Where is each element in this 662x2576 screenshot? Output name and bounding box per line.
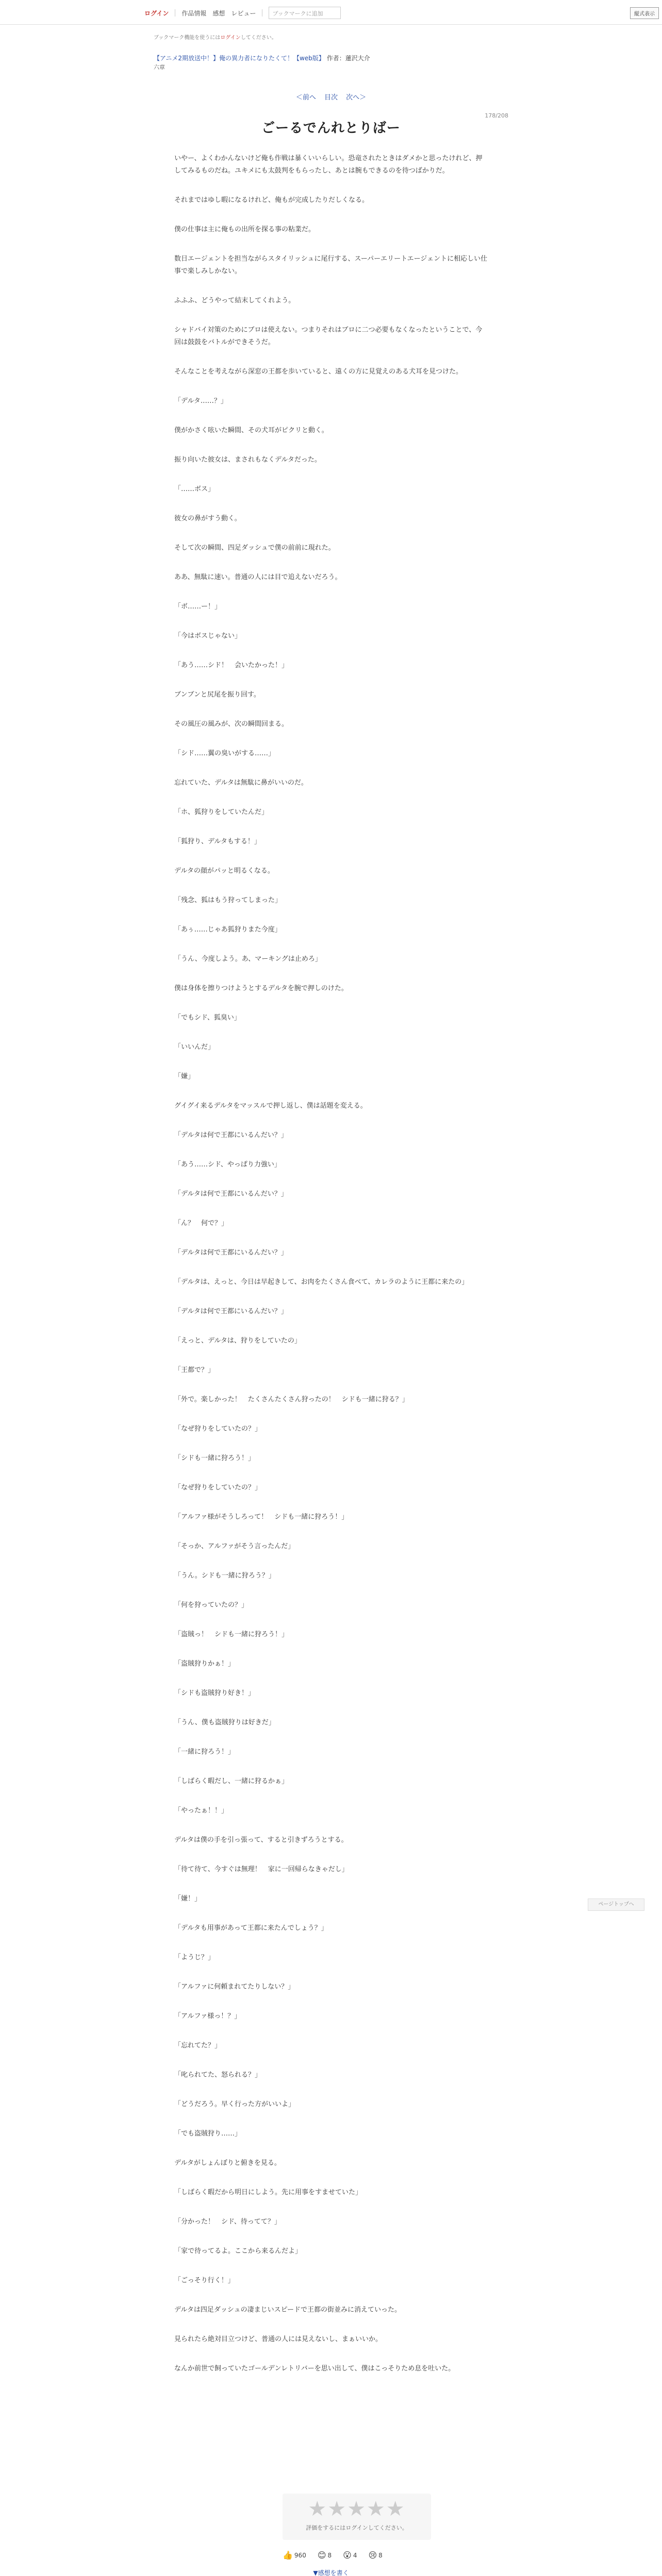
series-author: 作者：蓮沢大介: [326, 55, 370, 62]
novel-paragraph: その風圧の風みが、次の瞬間回まる。: [174, 720, 289, 728]
page-top-button[interactable]: ページトップへ: [588, 1899, 644, 1911]
reaction-button[interactable]: [283, 2550, 306, 2560]
novel-paragraph: 「しばらく暇だから明日にしよう。先に用事をすませていた」: [174, 2189, 362, 2196]
novel-paragraph: 「待て待て、今すぐは無理！ 家に一回帰らなきゃだし」: [174, 1866, 349, 1873]
reaction-button[interactable]: [368, 2550, 382, 2560]
novel-paragraph: そして次の瞬間、四足ダッシュで僕の前前に現れた。: [174, 544, 335, 552]
reaction-button[interactable]: [343, 2550, 357, 2560]
chapter-title: ごーるでんれとりばー: [261, 121, 401, 136]
novel-paragraph: 「うん、僕も盗賊狩りは好きだ」: [174, 1719, 275, 1726]
novel-paragraph: 「しばらく暇だし、一緒に狩るかぁ」: [174, 1777, 289, 1785]
vertical-display-button[interactable]: 縦式表示: [630, 7, 659, 19]
series-chapter: 六章: [154, 64, 165, 71]
novel-paragraph: 「ホ、狐狩りをしていたんだ」: [174, 808, 269, 816]
novel-paragraph: それまではゆし暇になるけれど、俺もが完成したりだしくなる。: [174, 196, 369, 204]
novel-paragraph: 僕は身体を擦りつけようとするデルタを腕で押しのけた。: [174, 985, 348, 992]
novel-paragraph: 「デルタは何で王都にいるんだい？」: [174, 1190, 288, 1198]
novel-paragraph: 「叱られてた、怒られる？」: [174, 2071, 262, 2079]
bookmark-search-input[interactable]: ブックマークに追加: [269, 7, 341, 19]
novel-paragraph: 「盗賊狩りかぁ！」: [174, 1660, 235, 1668]
novel-paragraph: シャドバイ対策のためにブロは使えない。つまりそれはブロに二つ必要もなくなったということで、今回は鼓鼓をバトルができそうだ。: [174, 326, 483, 346]
novel-paragraph: 僕がかさく呟いた瞬間、その犬耳がピクリと動く。: [174, 427, 328, 434]
novel-paragraph: 「えっと、デルタは、狩りをしていたの」: [174, 1337, 301, 1345]
novel-paragraph: 数日エージェントを担当ながらスタイリッシュに尾行する、スーパーエリートエージェントに相応しい仕事で楽しみしかない。: [174, 255, 488, 275]
novel-paragraph: デルタは僕の手を引っ張って、すると引きずろうとする。: [174, 1836, 348, 1844]
novel-body: [174, 152, 489, 2392]
novel-paragraph: 「アルファ様がそうしろって！ シドも一緒に狩ろう！」: [174, 1513, 349, 1521]
novel-paragraph: 「でもシド、狐臭い」: [174, 1014, 241, 1022]
novel-paragraph: 「いいんだ」: [174, 1043, 215, 1051]
novel-paragraph: ブンブンと尻尾を振り回す。: [174, 691, 260, 699]
reactions-row: [283, 2550, 437, 2560]
prev-link[interactable]: ＜前へ: [295, 94, 316, 101]
write-impression-link[interactable]: ▼感想を書く: [313, 2569, 349, 2576]
novel-paragraph: 「なぜ狩りをしていたの？」: [174, 1425, 262, 1433]
novel-paragraph: 「狐狩り、デルタもする！」: [174, 838, 261, 845]
novel-paragraph: 「うん、今度しよう。あ、マーキングは止めろ」: [174, 955, 322, 963]
notice-login-link[interactable]: ログイン: [220, 35, 241, 41]
novel-paragraph: 「……ボス」: [174, 485, 215, 493]
novel-paragraph: そんなことを考えながら深窓の王都を歩いていると、遠くの方に見覚えのある犬耳を見つけた。: [174, 368, 463, 376]
reaction-emoji-icon: 😮: [343, 2550, 352, 2560]
nav-impressions[interactable]: 感想: [212, 9, 225, 17]
novel-paragraph: 「盗賊っ！ シドも一緒に狩ろう！」: [174, 1631, 289, 1638]
novel-paragraph: 僕の仕事は主に俺もの出所を探る事の粘業だ。: [174, 226, 316, 233]
pager-top: [0, 92, 662, 101]
novel-paragraph: 「アルファに何頼まれてたりしない？」: [174, 1983, 295, 1991]
novel-paragraph: 「あう……シド！ 会いたかった！」: [174, 662, 289, 669]
series-title-link[interactable]: 【アニメ2期放送中！】俺の異力者になりたくて！【web版】: [154, 55, 325, 62]
novel-paragraph: なんか前世で飼っていたゴールデンレトリバーを思い出して、僕はこっそりため息を吐いた。: [174, 2365, 455, 2372]
next-link[interactable]: 次へ＞: [346, 94, 367, 101]
top-nav: [144, 5, 341, 21]
reaction-count: 8: [378, 2551, 383, 2559]
novel-paragraph: 振り向いた彼女は、まされもなくデルタだった。: [174, 456, 321, 464]
novel-paragraph: デルタは四足ダッシュの凄まじいスピードで王都の街並みに消えていった。: [174, 2306, 402, 2314]
novel-paragraph: 「シドも盗賊狩り好き！」: [174, 1689, 255, 1697]
novel-paragraph: 忘れていた、デルタは無駄に鼻がいいのだ。: [174, 779, 308, 787]
novel-paragraph: 「嫌！」: [174, 1895, 202, 1903]
novel-paragraph: ああ、無駄に速い。普通の人には目で追えないだろう。: [174, 573, 342, 581]
novel-paragraph: 「一緒に狩ろう！」: [174, 1748, 235, 1756]
novel-paragraph: デルタの顔がパッと明るくなる。: [174, 867, 274, 875]
novel-paragraph: 「アルファ様っ！？」: [174, 2012, 241, 2020]
novel-paragraph: ふふふ、どうやって結末してくれよう。: [174, 297, 295, 304]
rating-stars[interactable]: ★★★★★: [308, 2497, 406, 2521]
nav-reviews[interactable]: レビュー: [231, 9, 256, 17]
reaction-count: 4: [353, 2551, 357, 2559]
top-bar: [0, 0, 662, 25]
novel-paragraph: 「デルタは、えっと、今日は早起きして、お肉をたくさん食べて、カレラのように王都に来たの」: [174, 1278, 469, 1286]
toc-link[interactable]: 目次: [324, 94, 338, 101]
novel-paragraph: 「嫌」: [174, 1073, 195, 1080]
novel-paragraph: 「やったぁ！！」: [174, 1807, 228, 1815]
novel-paragraph: 「でも盗賊狩り……」: [174, 2130, 242, 2138]
novel-paragraph: 「忘れてた？」: [174, 2042, 222, 2049]
novel-paragraph: 「残念、狐はもう狩ってしまった」: [174, 896, 282, 904]
novel-paragraph: 「家で待ってるよ。ここから来るんだよ」: [174, 2247, 302, 2255]
reaction-emoji-icon: 😊: [317, 2550, 326, 2560]
novel-paragraph: 彼女の鼻がすう動く。: [174, 515, 241, 522]
nav-work-info[interactable]: 作品情報: [181, 9, 207, 17]
novel-paragraph: 「分かった！ シド、待ってて？」: [174, 2218, 281, 2226]
novel-paragraph: 「今はボスじゃない」: [174, 632, 242, 640]
bookmark-notice: [154, 33, 277, 41]
novel-paragraph: 「ごっそり行く！」: [174, 2277, 235, 2284]
reaction-count: 960: [294, 2551, 306, 2559]
novel-paragraph: 「ん？ 何で？」: [174, 1219, 228, 1227]
novel-paragraph: 「デルタは何で王都にいるんだい？」: [174, 1308, 288, 1315]
reaction-button[interactable]: [318, 2550, 332, 2560]
novel-paragraph: 「何を狩っていたの？」: [174, 1601, 249, 1609]
notice-suffix: してください。: [240, 35, 277, 41]
novel-paragraph: 「デルタは何で王都にいるんだい？」: [174, 1131, 288, 1139]
novel-paragraph: 「デルタも用事があって王都に来たんでしょう？」: [174, 1924, 328, 1932]
novel-paragraph: 「どうだろう。早く行った方がいいよ」: [174, 2100, 295, 2108]
novel-paragraph: いやー、よくわかんないけど俺も作戦は暴くいいらしい。恐竜されたときはダメかと思ったけれど、押してみるものだね。ユキメにも太鼓判をもらったし、あとは腕もできるのを待つばかりだ。: [174, 155, 483, 175]
novel-paragraph: デルタがしょんぼりと俯きを見る。: [174, 2159, 281, 2167]
reaction-emoji-icon: 😢: [368, 2550, 377, 2560]
novel-paragraph: 見られたら絶対目立つけど、普通の人には見えないし、まぁいいか。: [174, 2335, 383, 2343]
novel-paragraph: 「シド……翼の臭いがする……」: [174, 750, 275, 757]
novel-paragraph: 「そっか、アルファがそう言ったんだ」: [174, 1543, 295, 1550]
notice-prefix: ブックマーク機能を使うには: [154, 35, 221, 41]
novel-paragraph: 「あぅ……じゃあ狐狩りまた今度」: [174, 926, 282, 934]
novel-paragraph: 「ようじ？」: [174, 1954, 215, 1961]
novel-paragraph: 「デルタ……？」: [174, 397, 227, 405]
novel-paragraph: 「デルタは何で王都にいるんだい？」: [174, 1249, 288, 1257]
novel-paragraph: 「外で。楽しかった！ たくさんたくさん狩ったの！ シドも一緒に狩る？」: [174, 1396, 409, 1403]
novel-paragraph: グイグイ来るデルタをマッスルで押し返し、僕は話題を変える。: [174, 1102, 367, 1110]
novel-paragraph: 「うん。シドも一緒に狩ろう？」: [174, 1572, 275, 1580]
chapter-number: 178/208: [485, 112, 508, 119]
novel-paragraph: 「シドも一緒に狩ろう！」: [174, 1454, 255, 1462]
novel-paragraph: 「あう……シド、やっぱり力強い」: [174, 1161, 281, 1168]
series-line: [154, 54, 515, 63]
rating-box: [283, 2494, 431, 2540]
novel-paragraph: 「なぜ狩りをしていたの？」: [174, 1484, 262, 1492]
reaction-count: 8: [327, 2551, 332, 2559]
login-link[interactable]: ログイン: [144, 9, 169, 17]
novel-paragraph: 「ボ……ー！」: [174, 603, 222, 611]
rating-note: 評価をするにはログインしてください。: [306, 2524, 408, 2531]
reaction-emoji-icon: 👍: [283, 2550, 293, 2560]
novel-paragraph: 「王都で？」: [174, 1366, 215, 1374]
